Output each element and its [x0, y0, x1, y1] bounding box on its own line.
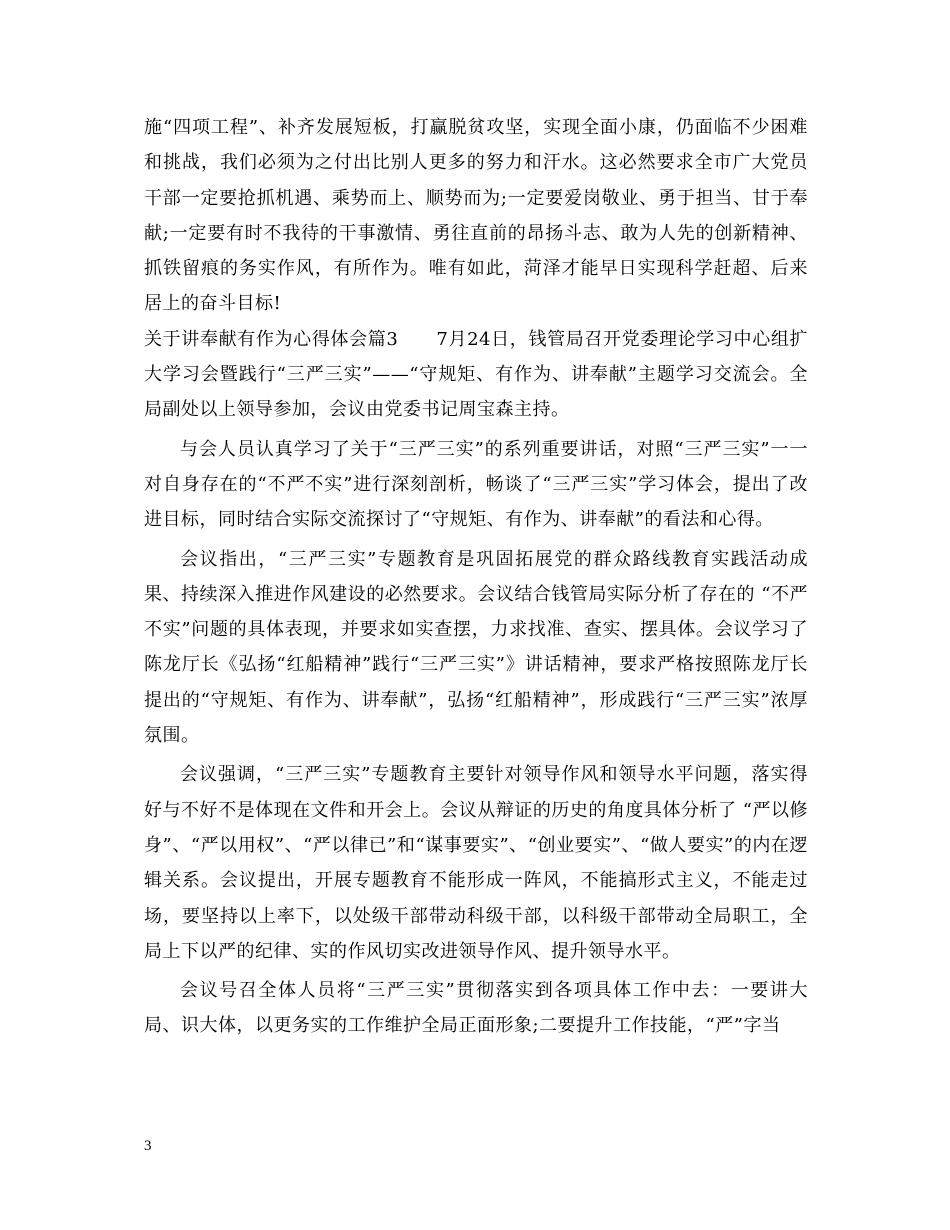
- body-paragraph-3: 会议强调，“三严三实”专题教育主要针对领导作风和领导水平问题，落实得好与不好不是体现在文件和开会上。会议从辩证的历史的角度具体分析了 “严以修身”、“严以用权”、“严以律已”和“谋事要实”、“创业要实”、“做人要实”的内在逻辑关系。会议提出，开展专题教育不能形成一阵风，不能搞形式主义，不能走过场，要坚持以上率下，以处级干部带动科级干部，以科级干部带动全局职工，全局上下以严的纪律、实的作风切实改进领导作风、提升领导水平。: [144, 764, 808, 962]
- section-paragraph: [144, 322, 808, 428]
- body-paragraph-2: 会议指出，“三严三实”专题教育是巩固拓展党的群众路线教育实践活动成果、持续深入推进作风建设的必然要求。会议结合钱管局实际分析了存在的 “不严不实”问题的具体表现，并要求如实查摆，力求找准、查实、摆具体。会议学习了陈龙厅长《弘扬“红船精神”践行“三严三实”》讲话精神，要求严格按照陈龙厅长提出的“守规矩、有作为、讲奉献”，弘扬“红船精神”，形成践行“三严三实”浓厚氛围。: [144, 548, 808, 747]
- page-number: 3: [144, 1138, 152, 1154]
- section-intro: 7月24日，钱管局召开党委理论学习中心组扩大学习会暨践行“三严三实”——“守规矩、有作为、讲奉献”主题学习交流会。全局副处以上领导参加，会议由党委书记周宝森主持。: [144, 328, 808, 421]
- continuation-paragraph: 施“四项工程”、补齐发展短板，打赢脱贫攻坚，实现全面小康，仍面临不少困难和挑战，我们必须为之付出比别人更多的努力和汗水。这必然要求全市广大党员干部一定要抢抓机遇、乘势而上、顺势而为;一定要爱岗敬业、勇于担当、甘于奉献;一定要有时不我待的干事激情、勇往直前的昂扬斗志、敢为人先的创新精神、抓铁留痕的务实作风，有所作为。唯有如此，菏泽才能早日实现科学赶超、后来居上的奋斗目标!: [144, 117, 808, 315]
- body-paragraph-4: 会议号召全体人员将“三严三实”贯彻落实到各项具体工作中去：一要讲大局、识大体，以更务实的工作维护全局正面形象;二要提升工作技能，“严”字当: [144, 980, 808, 1037]
- body-paragraph-1: 与会人员认真学习了关于“三严三实”的系列重要讲话，对照“三严三实”一一对自身存在的“不严不实”进行深刻剖析，畅谈了“三严三实”学习体会，提出了改进目标，同时结合实际交流探讨了“守规矩、有作为、讲奉献”的看法和心得。: [144, 438, 808, 531]
- section-title: 关于讲奉献有作为心得体会篇3: [144, 328, 399, 350]
- document-body: [144, 110, 808, 1044]
